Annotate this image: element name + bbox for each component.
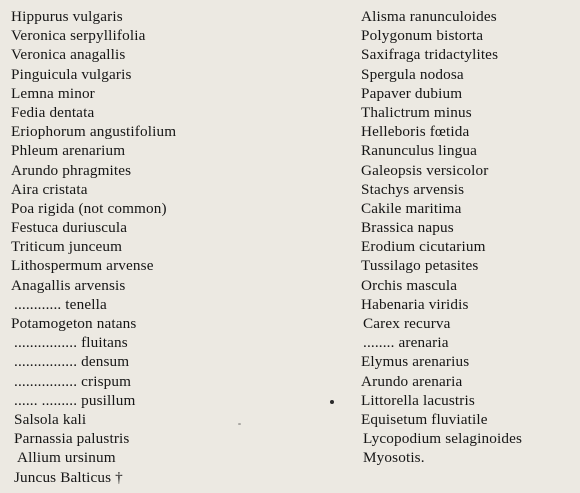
species-entry: Parnassia palustris xyxy=(14,430,130,448)
species-entry: Cakile maritima xyxy=(361,199,462,217)
species-entry: Polygonum bistorta xyxy=(361,27,484,45)
species-entry: ............ tenella xyxy=(14,295,107,313)
species-entry: Elymus arenarius xyxy=(361,353,470,371)
species-entry: Poa rigida (not common) xyxy=(11,199,167,217)
species-entry: Stachys arvensis xyxy=(361,180,465,198)
species-entry: Allium ursinum xyxy=(17,449,116,467)
species-entry: Littorella lacustris xyxy=(361,391,475,409)
species-entry: Eriophorum angustifolium xyxy=(11,123,177,141)
species-entry: Triticum junceum xyxy=(11,238,123,256)
species-entry: Carex recurva xyxy=(363,315,451,332)
species-entry: Tussilago petasites xyxy=(361,257,479,275)
species-entry: Habenaria viridis xyxy=(361,295,469,313)
species-entry: Juncus Balticus † xyxy=(14,468,123,486)
species-entry: Anagallis arvensis xyxy=(11,276,126,294)
species-entry: Arundo arenaria xyxy=(361,372,463,390)
species-entry: Potamogeton natans xyxy=(11,315,137,332)
species-entry: Spergula nodosa xyxy=(361,65,464,83)
species-entry: Saxifraga tridactylites xyxy=(361,46,499,64)
species-entry: Thalictrum minus xyxy=(361,103,472,121)
species-entry: ........ arenaria xyxy=(363,334,449,352)
species-entry: Veronica anagallis xyxy=(11,46,126,64)
species-entry: Pinguicula vulgaris xyxy=(11,65,132,83)
species-entry: Phleum arenarium xyxy=(11,142,126,160)
species-entry: Festuca duriuscula xyxy=(11,219,128,237)
species-entry: Fedia dentata xyxy=(11,103,95,121)
right-species-column xyxy=(361,7,576,468)
species-entry: Aira cristata xyxy=(11,180,88,198)
left-species-column xyxy=(11,7,311,487)
species-entry: Ranunculus lingua xyxy=(361,142,478,160)
species-entry: Galeopsis versicolor xyxy=(361,161,489,179)
species-entry: Orchis mascula xyxy=(361,276,458,294)
species-entry: Lemna minor xyxy=(11,84,95,102)
ink-speck xyxy=(330,400,334,404)
species-entry: Hippurus vulgaris xyxy=(11,8,123,25)
species-entry: Helleboris fœtida xyxy=(361,123,470,141)
ink-speck xyxy=(238,423,241,425)
species-entry: Arundo phragmites xyxy=(11,161,132,179)
species-entry: Equisetum fluviatile xyxy=(361,410,488,428)
species-entry: Myosotis. xyxy=(363,449,425,467)
species-entry: Lycopodium selaginoides xyxy=(363,430,523,448)
species-entry: ...... ......... pusillum xyxy=(14,391,136,409)
species-entry: Alisma ranunculoides xyxy=(361,8,497,25)
species-entry: Papaver dubium xyxy=(361,84,463,102)
species-entry: Brassica napus xyxy=(361,219,454,237)
species-entry: Veronica serpyllifolia xyxy=(11,27,146,45)
species-entry: Lithospermum arvense xyxy=(11,257,154,275)
species-entry: ................ fluitans xyxy=(14,334,128,352)
species-entry: Salsola kali xyxy=(14,410,87,428)
species-entry: ................ densum xyxy=(14,353,130,371)
species-entry: ................ crispum xyxy=(14,372,132,390)
species-entry: Erodium cicutarium xyxy=(361,238,486,256)
